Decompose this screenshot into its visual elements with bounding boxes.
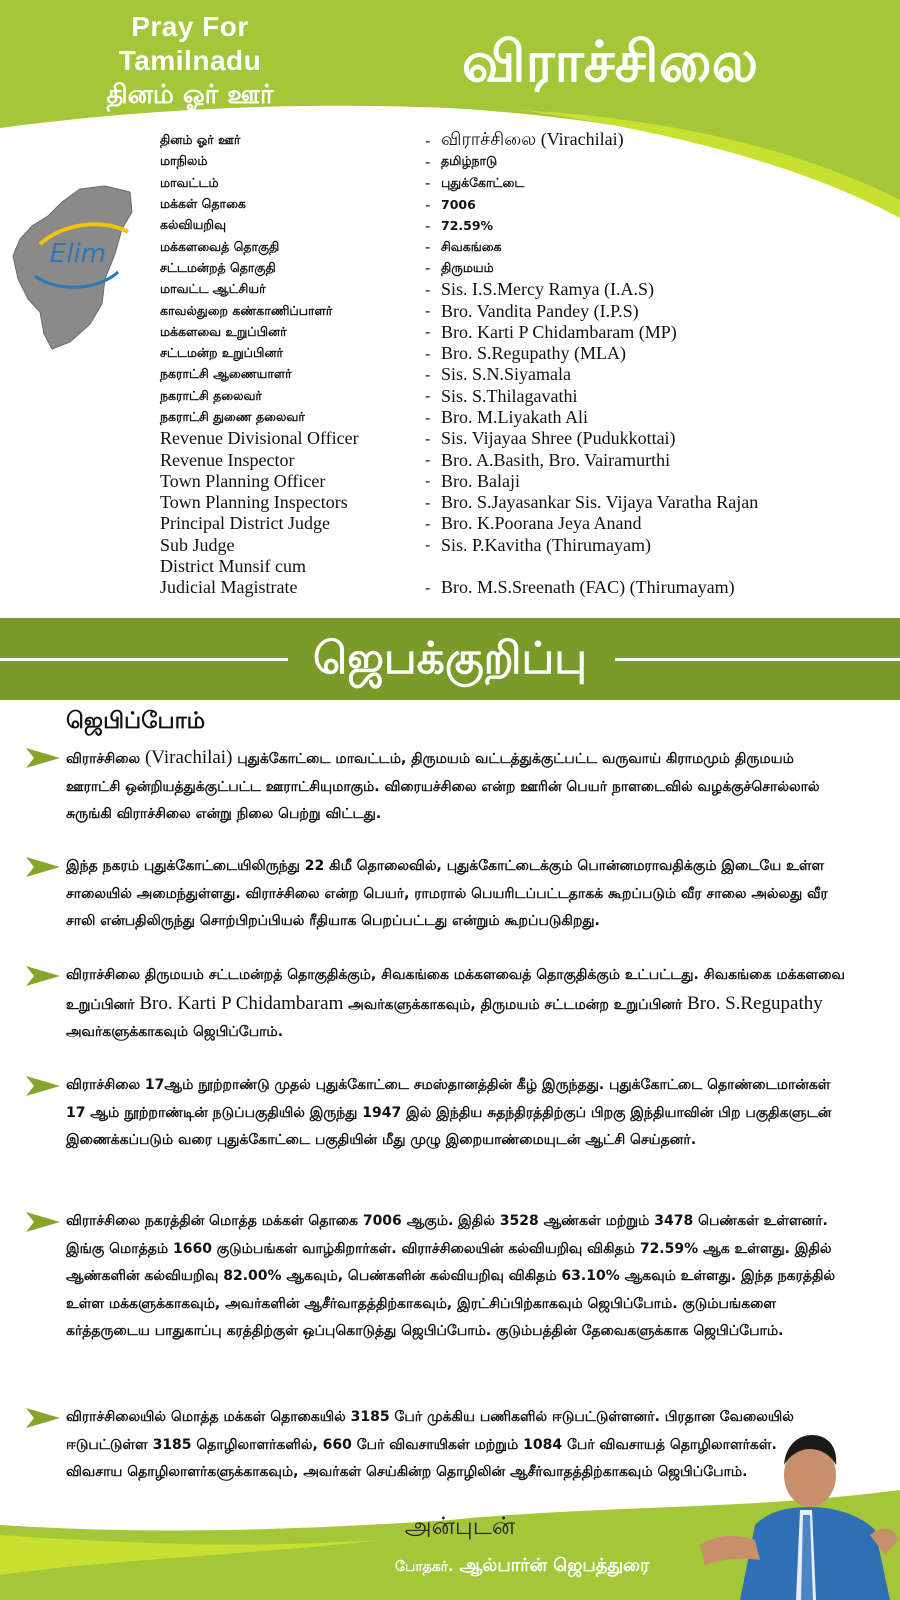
tamilnadu-map-icon [10, 184, 140, 354]
pastor-name [395, 1555, 649, 1578]
info-label: மாவட்டம் [160, 174, 219, 190]
info-label: Town Planning Officer [160, 470, 326, 491]
info-value: 72.59% [441, 218, 494, 234]
info-dash: - [425, 493, 431, 512]
paragraph-text: விராச்சிலையில் மொத்த மக்கள் தொகையில் 3185 பேர் முக்கிய பணிகளில் ஈடுபட்டுள்ளனர். பிரதான வேலையில் ஈடுபட்டுள்ள 3185 தொழிலாளர்களில், 660 பேர் விவசாயிகள் மற்றும் 1084 பேர் விவசாயத் தொழிலாளர்கள். விவசாய தொழிலாளர்களுக்காகவும், அவர்கள் செய்கின்ற தொழிலின் ஆசீர்வாதத்திற்காகவும் ஜெபிப்போம். [66, 1409, 794, 1480]
prayer-paragraph [26, 1404, 796, 1487]
info-dash: - [425, 174, 431, 193]
info-label: சட்டமன்றத் தொகுதி [160, 259, 276, 275]
band-line-right [615, 658, 900, 661]
prayer-paragraph [26, 853, 846, 936]
info-row [160, 471, 880, 492]
info-row [160, 236, 880, 257]
info-dash: - [425, 408, 431, 427]
info-label: நகராட்சி துணை தலைவர் [160, 409, 305, 424]
paragraph-text: விராச்சிலை 17ஆம் நூற்றாண்டு முதல் புதுக்கோட்டை சமஸ்தானத்தின் கீழ் இருந்தது. புதுக்கோட்டை தொண்டைமான்கள் 17 ஆம் நூற்றாண்டின் நடுப்பகுதியில் இருந்து 1947 இல் இந்திய சுதந்திரத்திற்குப் பிறகு இந்தியாவின் பிற பகுதிகளுடன் இணைக்கப்படும் வரை புதுக்கோட்டை பகுதியின் மீது முழு இறையாண்மையுடன் ஆட்சி செய்தனர். [66, 1077, 832, 1148]
info-label: சட்டமன்ற உறுப்பினர் [160, 345, 284, 361]
paragraph-text: விராச்சிலை நகரத்தின் மொத்த மக்கள் தொகை 7006 ஆகும். இதில் 3528 ஆண்கள் மற்றும் 3478 பெண்கள் உள்ளனர். இங்கு மொத்தம் 1660 குடும்பங்கள் வாழ்கிறார்கள். விராச்சிலையின் கல்வியறிவு விகிதம் 72.59% ஆக உள்ளது. இதில் ஆண்களின் கல்வியறிவு 82.00% ஆகவும், பெண்களின் கல்வியறிவு விகிதம் 63.10% ஆகவும் உள்ளது. இந்த நகரத்தில் உள்ள மக்களுக்காகவும், அவர்களின் ஆசீர்வாதத்திற்காகவும், இரட்சிப்பிற்காகவும் ஜெபிப்போம். குடும்பங்களை கர்த்தருடைய பாதுகாப்பு கரத்திற்குள் ஒப்புகொடுத்து ஜெபிப்போம். குடும்பத்தின் தேவைகளுக்காக ஜெபிப்போம். [66, 1213, 836, 1339]
info-dash: - [425, 259, 431, 278]
info-value: சிவகங்கை [441, 238, 502, 254]
info-label: நகராட்சி ஆணையாளர் [160, 366, 292, 382]
info-dash: - [425, 387, 431, 406]
info-label: காவல்துறை கண்காணிப்பாளர் [160, 302, 333, 318]
info-dash: - [425, 365, 431, 384]
info-table [160, 130, 880, 599]
info-value: Bro. M.S.Sreenath (FAC) (Thirumayam) [441, 577, 735, 598]
info-label: நகராட்சி தலைவர் [160, 387, 262, 403]
elim-logo: Elim [49, 239, 107, 269]
band-line-left [0, 658, 288, 661]
info-dash: - [425, 152, 431, 171]
info-value: Bro. Karti P Chidambaram (MP) [441, 321, 677, 342]
info-value: Bro. M.Liyakath Ali [441, 407, 588, 427]
info-row [160, 407, 880, 428]
info-dash: - [425, 323, 431, 342]
info-value: Sis. Vijayaa Shree (Pudukkottai) [441, 428, 676, 449]
info-row [160, 279, 880, 300]
info-dash: - [425, 131, 431, 150]
info-label: Principal District Judge [160, 513, 330, 534]
paragraph-text: அவர்களுக்காகவும், திருமயம் சட்டமன்ற உறுப்பினர் [343, 996, 688, 1013]
pastor-name-text: ஆல்பார்ன் ஜெபத்துரை [459, 1555, 650, 1576]
info-value: Bro. S.Jayasankar Sis. Vijaya Varatha Rajan [441, 492, 759, 513]
info-value: Sis. I.S.Mercy Ramya (I.A.S) [441, 279, 654, 300]
pastor-photo [700, 1415, 900, 1600]
info-dash: - [425, 514, 431, 533]
tagline-tamil: தினம் ஓர் ஊர் [106, 80, 274, 110]
info-dash: - [425, 344, 431, 363]
arrow-bullet-icon [26, 1210, 60, 1234]
info-dash: - [425, 302, 431, 321]
prayer-paragraph [26, 962, 846, 1047]
info-label: தினம் ஓர் ஊர் [160, 132, 241, 148]
info-label: மக்களவை உறுப்பினர் [160, 323, 287, 339]
info-value: 7006 [441, 197, 476, 213]
info-label: மாநிலம் [160, 153, 208, 169]
info-value: Bro. A.Basith, Bro. Vairamurthi [441, 449, 671, 470]
info-row [160, 322, 880, 343]
header-tagline [70, 10, 310, 112]
footer-signoff: அன்புடன் [404, 1512, 516, 1540]
info-value: விராச்சிலை (Virachilai) [441, 129, 624, 150]
info-label: Revenue Divisional Officer [160, 428, 359, 449]
info-row [160, 449, 880, 470]
arrow-bullet-icon [26, 964, 60, 988]
info-value: தமிழ்நாடு [441, 153, 498, 169]
paragraph-text: அவர்களுக்காகவும் ஜெபிப்போம். [66, 1024, 284, 1040]
paragraph-text: விராச்சிலை திருமயம் சட்டமன்றத் தொகுதிக்கும், சிவகங்கை மக்களவைத் தொகுதிக்கும் உட்பட்டது. சிவகங்கை மக்களவை உறுப்பினர் [66, 967, 845, 1013]
info-row [160, 535, 880, 556]
paragraph-text: புதுக்கோட்டை மாவட்டம், திருமயம் வட்டத்துக்குட்பட்ட வருவாய் கிராமமும் திருமயம் ஊராட்சி ஒன்றியத்துக்குட்பட்ட ஊராட்சியுமாகும். விரையச்சிலை என்ற ஊரின் பெயர் நாளடைவில் வழக்குச்சொல்லால் சுருங்கி விராச்சிலை என்று நிலை பெற்று விட்டது. [66, 751, 820, 822]
info-row [160, 173, 880, 194]
section-band [0, 618, 900, 700]
info-value: Bro. Vandita Pandey (I.P.S) [441, 300, 639, 321]
info-value: புதுக்கோட்டை [441, 174, 525, 190]
info-row [160, 556, 880, 577]
info-label: கல்வியறிவு [160, 217, 227, 233]
info-row [160, 513, 880, 534]
info-row [160, 386, 880, 407]
section-heading: ஜெபிப்போம் [66, 708, 206, 734]
town-title: விராச்சிலை [461, 30, 759, 95]
info-dash: - [425, 451, 431, 470]
info-dash: - [425, 238, 431, 257]
info-dash: - [425, 536, 431, 555]
info-label: Sub Judge [160, 534, 235, 555]
info-value: திருமயம் [441, 259, 494, 275]
prayer-paragraph [26, 1072, 846, 1155]
info-label: Judicial Magistrate [160, 577, 298, 598]
info-value: Sis. S.N.Siyamala [441, 364, 572, 385]
info-row [160, 300, 880, 321]
paragraph-text-english: Bro. S.Regupathy [687, 992, 823, 1014]
info-value: Sis. P.Kavitha (Thirumayam) [441, 534, 651, 555]
info-row [160, 428, 880, 449]
info-dash: - [425, 216, 431, 235]
info-row [160, 364, 880, 385]
info-row [160, 194, 880, 215]
info-label: Town Planning Inspectors [160, 492, 348, 513]
info-label: மாவட்ட ஆட்சியர் [160, 281, 266, 297]
arrow-bullet-icon [26, 1406, 60, 1430]
arrow-bullet-icon [26, 746, 60, 770]
info-row [160, 151, 880, 172]
info-value: Bro. S.Regupathy (MLA) [441, 343, 626, 364]
info-dash: - [425, 578, 431, 597]
info-value: Bro. Balaji [441, 470, 520, 491]
info-label: Revenue Inspector [160, 449, 295, 470]
info-label: மக்கள் தொகை [160, 196, 246, 212]
info-row [160, 130, 880, 151]
section-band-title: ஜெபக்குறிப்பு [312, 633, 587, 684]
info-row [160, 492, 880, 513]
info-label: District Munsif cum [160, 556, 306, 577]
info-row [160, 215, 880, 236]
info-dash: - [425, 429, 431, 448]
info-label: மக்களவைத் தொகுதி [160, 238, 280, 254]
info-value: Sis. S.Thilagavathi [441, 385, 578, 406]
info-dash: - [425, 280, 431, 299]
info-row [160, 258, 880, 279]
paragraph-text-english: (Virachilai) [144, 747, 233, 768]
prayer-paragraph [26, 744, 846, 829]
pastor-prefix: போதகர். [395, 1559, 454, 1575]
info-dash: - [425, 195, 431, 214]
paragraph-text-english: Bro. Karti P Chidambaram [139, 992, 344, 1014]
info-row [160, 577, 880, 598]
prayer-paragraph [26, 1208, 846, 1346]
paragraph-text: விராச்சிலை [66, 751, 145, 767]
arrow-bullet-icon [26, 855, 60, 879]
info-dash: - [425, 472, 431, 491]
paragraph-text: இந்த நகரம் புதுக்கோட்டையிலிருந்து 22 கிமீ தொலைவில், புதுக்கோட்டைக்கும் பொன்னமராவதிக்கும் இடையே உள்ள சாலையில் அமைந்துள்ளது. விராச்சிலை என்ற பெயர், ராமரால் பெயரிடப்பட்டதாகக் கூறப்படும் வீர சாலை அல்லது வீர சாலி என்பதிலிருந்து சொற்பிறப்பியல் ரீதியாக பெறப்பட்டது என்றும் கூறப்படுகிறது. [66, 858, 828, 929]
arrow-bullet-icon [26, 1074, 60, 1098]
info-value: Bro. K.Poorana Jeya Anand [441, 513, 642, 534]
tagline-english: Pray For Tamilnadu [118, 11, 262, 76]
info-row [160, 343, 880, 364]
